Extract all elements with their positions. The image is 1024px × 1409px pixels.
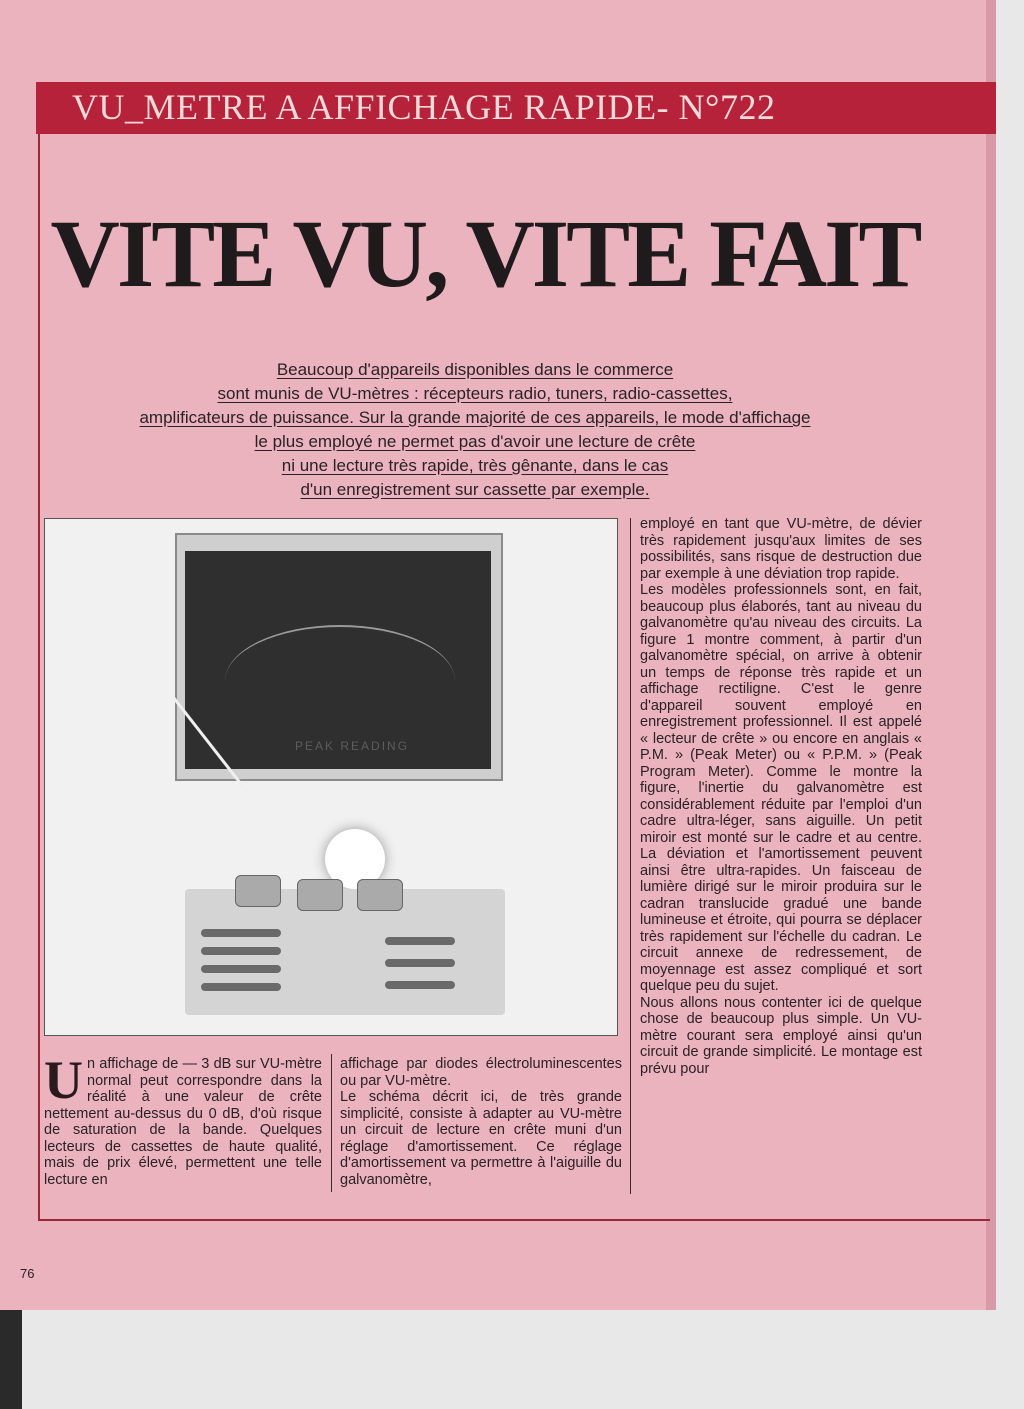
article-headline: VITE VU, VITE FAIT [50,200,920,307]
column-paragraph: Les modèles professionnels sont, en fait, beaucoup plus élaborés, tant au niveau du galvanomètre qu'au niveau des circuits. La figure 1 montre comment, à partir d'un galvanomètre spécial, on arrive à obtenir un temps de réponse très rapide et un affichage rectiligne. C'est le genre d'appareil souvent employé en enregistrement professionnel. Il est appelé « lecteur de crête » ou encore en anglais « P.M. » (Peak Meter) ou « P.P.M. » (Peak Program Meter). Comme le montre la figure, l'inertie du galvanomètre est considérablement réduite par l'emploi d'un cadre ultra-léger, sans aiguille. Un petit miroir est monté sur le cadre et au centre. La déviation et l'amortissement peuvent ainsi être ultra-rapides. Un faisceau de lumière dirigé sur le miroir produira sur le cadran translucide gradué une bande lumineuse et étroite, qui pourra se déplacer très rapidement sur l'échelle du cadran. Le circuit annexe de redressement, de moyennage est assez compliqué et sort quelque peu du sujet. [640,582,922,994]
article-column-1 [44,1050,322,1188]
column-paragraph: Le schéma décrit ici, de très grande simplicité, consiste à adapter au VU-mètre un circuit de lecture en crête muni d'un réglage d'amortissement. Ce réglage d'amortissement va permettre à l'aiguille du galvanomètre, [340,1089,622,1188]
potentiometer [297,879,343,911]
intro-line: le plus employé ne permet pas d'avoir une lecture de crête [254,432,696,451]
resistor [201,965,281,973]
intro-line: d'un enregistrement sur cassette par exemple. [300,480,650,499]
resistor [385,981,455,989]
article-intro [40,358,910,502]
resistor [385,959,455,967]
banner-title: VU_METRE A AFFICHAGE RAPIDE- N°722 [72,87,776,127]
column-paragraph: Nous allons nous contenter ici de quelque chose de beaucoup plus simple. Un VU-mètre courant sera employé ainsi qu'un circuit de grande simplicité. Le montage est prévu pour [640,994,922,1077]
intro-line: Beaucoup d'appareils disponibles dans le commerce [276,360,674,379]
intro-line: ni une lecture très rapide, très gênante, dans le cas [281,456,669,475]
vu-meter-housing [175,533,503,781]
scan-edge-shadow [0,1310,22,1409]
vu-meter-face [185,551,491,769]
resistor [201,983,281,991]
resistor [201,929,281,937]
column-paragraph: Un affichage de — 3 dB sur VU-mètre normal peut correspondre dans la réalité à une valeur de crête nettement au-dessus du 0 dB, d'où risque de saturation de la bande. Quelques lecteurs de cassettes de haute qualité, mais de prix élevé, permettent une telle lecture en [44,1050,322,1188]
intro-line: sont munis de VU-mètres : récepteurs radio, tuners, radio-cassettes, [217,384,733,403]
resistor [201,947,281,955]
vu-meter-photo [44,518,618,1036]
meter-label: PEAK READING [295,739,410,753]
resistor [385,937,455,945]
intro-line: amplificateurs de puissance. Sur la grande majorité de ces appareils, le mode d'affichage [139,408,811,427]
vu-meter-scale [225,625,455,737]
column-divider [630,518,631,1194]
page-number: 76 [20,1266,35,1281]
section-banner [36,82,996,134]
column-divider [331,1054,332,1192]
article-column-3 [640,516,922,1077]
column-paragraph: affichage par diodes électroluminescentes ou par VU-mètre. [340,1056,622,1089]
drop-cap: U [44,1050,83,1110]
article-column-2 [340,1056,622,1188]
circuit-board [185,889,505,1015]
column-paragraph: employé en tant que VU-mètre, de dévier très rapidement jusqu'aux limites de ses possibilités, sans risque de destruction due par exemple à une déviation trop rapide. [640,516,922,582]
potentiometer [357,879,403,911]
potentiometer [235,875,281,907]
